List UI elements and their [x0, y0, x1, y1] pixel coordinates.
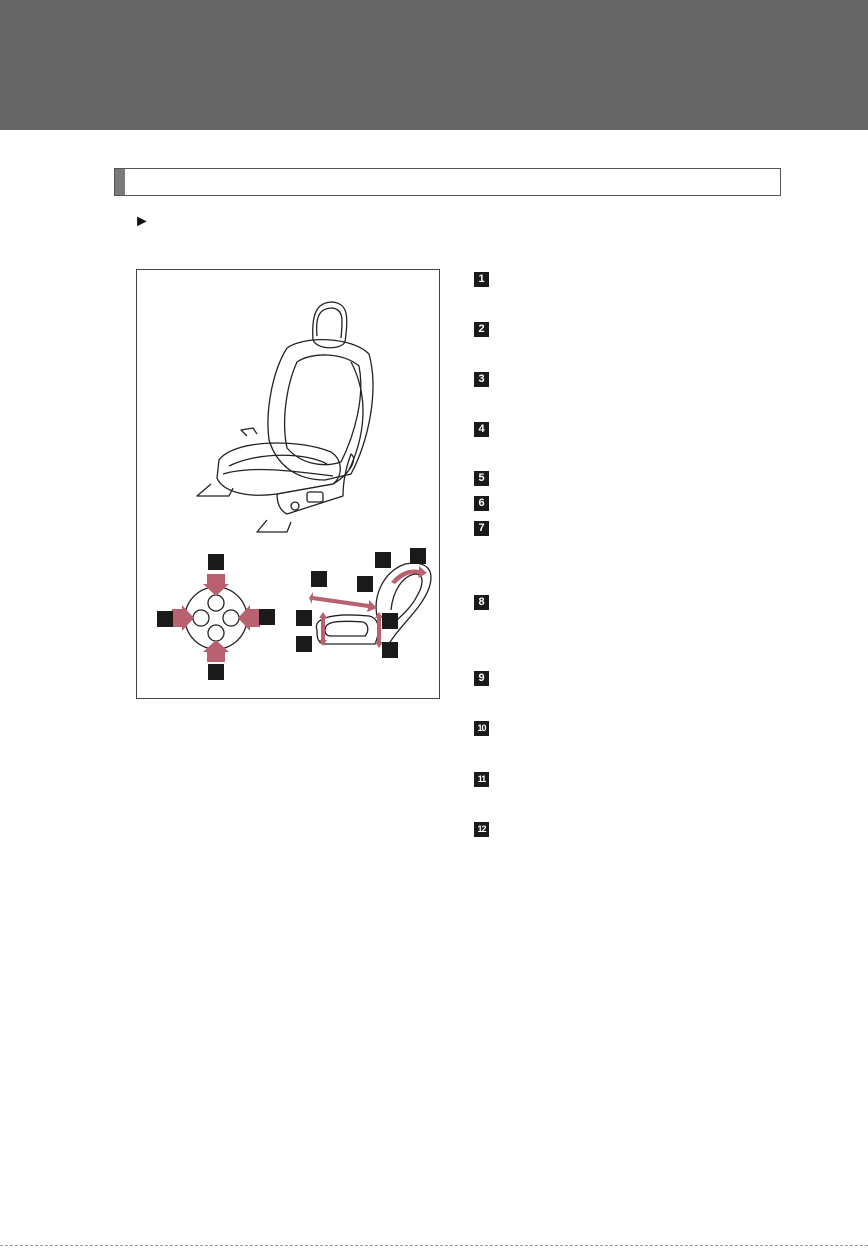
sub-heading — [134, 212, 158, 232]
legend-item — [474, 721, 499, 739]
legend-item — [474, 372, 499, 390]
side-switch — [316, 563, 431, 644]
seat-cushion — [217, 443, 340, 495]
callout-number-badge: 12 — [474, 822, 489, 837]
callout-number-badge: 10 — [474, 721, 489, 736]
legend-item — [474, 272, 499, 290]
seat-diagram — [137, 270, 441, 700]
backrest — [268, 340, 373, 480]
legend-item — [474, 595, 499, 613]
footer-rule — [0, 1245, 868, 1246]
legend-item — [474, 521, 499, 539]
section-accent — [115, 169, 125, 195]
legend-item — [474, 322, 499, 340]
callout-number-badge: 5 — [474, 471, 489, 486]
section-title-bar — [114, 168, 781, 196]
callout-number-badge: 2 — [474, 322, 489, 337]
callout-number-badge: 7 — [474, 521, 489, 536]
legend-item — [474, 671, 499, 689]
legend-item — [474, 422, 499, 440]
callout-number-badge: 1 — [474, 272, 489, 287]
callout-number-badge: 11 — [474, 772, 489, 787]
lumbar-switch — [185, 587, 247, 649]
legend-item — [474, 772, 499, 790]
callout-number-badge: 9 — [474, 671, 489, 686]
callout-number-badge: 4 — [474, 422, 489, 437]
seat-illustration — [136, 269, 440, 699]
callout-number-badge: 3 — [474, 372, 489, 387]
pointer-icon: ► — [134, 213, 150, 230]
legend-item — [474, 822, 499, 840]
callout-number-badge: 8 — [474, 595, 489, 610]
legend-item — [474, 496, 499, 514]
seat-switch — [307, 492, 323, 502]
page-header-band — [0, 0, 868, 130]
legend-item — [474, 471, 499, 489]
side-panel — [277, 454, 354, 514]
callout-number-badge: 6 — [474, 496, 489, 511]
seat-rail — [197, 484, 233, 496]
